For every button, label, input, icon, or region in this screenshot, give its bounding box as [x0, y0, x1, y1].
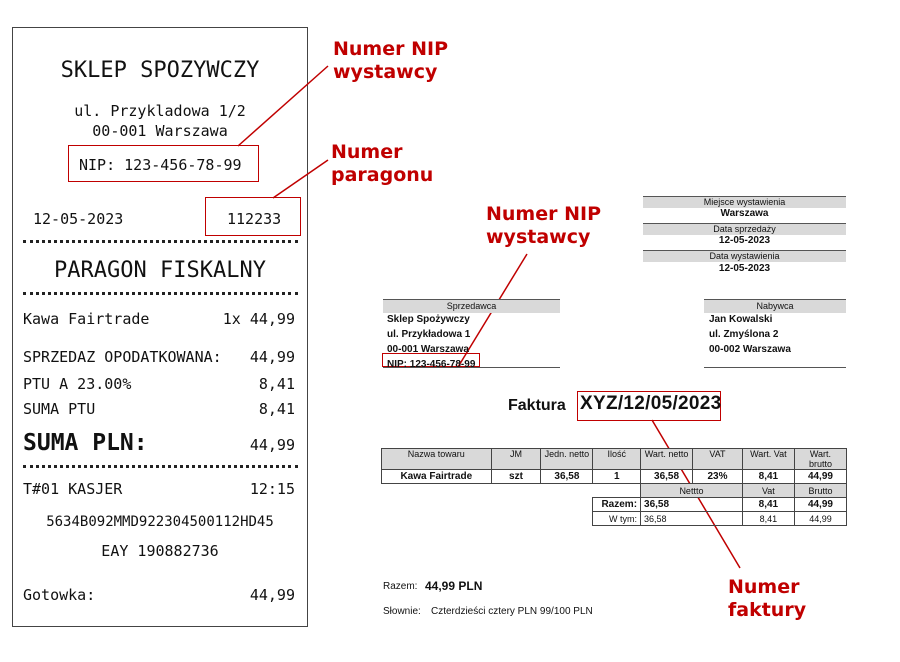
table-cell: Kawa Fairtrade [382, 470, 492, 484]
annotation-nip-receipt [333, 38, 448, 84]
receipt-time: 12:15 [249, 480, 295, 498]
seller-block [387, 312, 475, 372]
summary-total-net: 36,58 [641, 498, 743, 512]
col-header: Ilość [593, 449, 641, 470]
receipt-cashier: T#01 KASJER [23, 480, 123, 498]
receipt-nip: NIP: 123-456-78-99 [79, 156, 242, 174]
col-header: Wart. brutto [794, 449, 846, 470]
buyer-line: ul. Zmyślona 2 [709, 329, 779, 340]
sale-date-label: Data sprzedaży [643, 223, 846, 235]
annotation-text: Numer [331, 141, 403, 163]
buyer-line: Jan Kowalski [709, 314, 773, 325]
col-header: Wart. Vat [742, 449, 794, 470]
annotation-text: Numer [728, 576, 800, 598]
receipt-title: PARAGON FISKALNY [54, 258, 266, 283]
receipt-total-value: 44,99 [249, 436, 295, 454]
issue-date-label: Data wystawienia [643, 250, 846, 262]
summary-in-gross: 44,99 [794, 512, 846, 526]
items-header-row [382, 449, 847, 470]
col-header: JM [491, 449, 541, 470]
annotation-text: wystawcy [333, 61, 438, 83]
summary-header-row [382, 484, 847, 498]
receipt-item-name: Kawa Fairtrade [23, 310, 150, 328]
summary-total-vat: 8,41 [742, 498, 794, 512]
items-table [381, 448, 847, 526]
buyer-line: 00-002 Warszawa [709, 344, 791, 355]
annotation-receipt-number [331, 141, 433, 187]
sale-date-value: 12-05-2023 [718, 235, 771, 246]
receipt-address-line1: ul. Przykladowa 1/2 [74, 102, 246, 120]
receipt-number: 112233 [227, 210, 282, 228]
seller-line: Sklep Spożywczy [387, 314, 470, 325]
seller-line: 00-001 Warszawa [387, 344, 469, 355]
receipt-line-label: PTU A 23.00% [23, 375, 132, 393]
annotation-text: paragonu [331, 164, 434, 186]
receipt-item-qty-price: 1x 44,99 [222, 310, 295, 328]
buyer-label: Nabywca [704, 299, 846, 313]
total-label: Razem: [383, 581, 418, 592]
annotation-text: wystawcy [486, 226, 591, 248]
summary-in-vat: 8,41 [742, 512, 794, 526]
col-header: Wart. netto [641, 449, 693, 470]
buyer-block [709, 312, 791, 357]
summary-in-label: W tym: [593, 512, 641, 526]
col-header: Jedn. netto [541, 449, 593, 470]
receipt-date: 12-05-2023 [33, 210, 124, 228]
summary-header: Brutto [794, 484, 846, 498]
words-value: Czterdzieści cztery PLN 99/100 PLN [431, 606, 593, 617]
table-cell: 23% [693, 470, 743, 484]
summary-header: Vat [742, 484, 794, 498]
invoice-title: Faktura [508, 397, 566, 414]
invoice-number: XYZ/12/05/2023 [580, 393, 722, 414]
annotation-line [238, 66, 328, 146]
table-cell: 8,41 [742, 470, 794, 484]
col-header: VAT [693, 449, 743, 470]
place-label: Miejsce wystawienia [643, 196, 846, 208]
annotation-text: faktury [728, 599, 807, 621]
receipt-shop-name: SKLEP SPOZYWCZY [60, 58, 260, 83]
place-value: Warszawa [720, 208, 769, 219]
issue-date-value: 12-05-2023 [718, 263, 771, 274]
table-cell: 36,58 [641, 470, 693, 484]
annotation-invoice-number [728, 576, 806, 622]
table-cell: szt [491, 470, 541, 484]
receipt-address-line2: 00-001 Warszawa [92, 122, 228, 140]
receipt-line-value: 44,99 [249, 348, 295, 366]
summary-in-row [382, 512, 847, 526]
receipt-line-label: SPRZEDAZ OPODATKOWANA: [23, 348, 222, 366]
summary-in-net: 36,58 [641, 512, 743, 526]
table-cell: 44,99 [794, 470, 846, 484]
receipt-code1: 5634B092MMD922304500112HD45 [46, 514, 274, 530]
seller-bottom-border [383, 367, 560, 368]
receipt-payment-value: 44,99 [249, 586, 295, 604]
table-row [382, 470, 847, 484]
annotation-line [273, 160, 328, 198]
words-label: Słownie: [383, 606, 421, 617]
buyer-bottom-border [704, 367, 846, 368]
seller-nip: NIP: 123-456-78-99 [387, 359, 476, 370]
receipt-line-value: 8,41 [258, 375, 295, 393]
col-header: Nazwa towaru [382, 449, 492, 470]
annotation-text: Numer NIP [333, 38, 448, 60]
total-value: 44,99 PLN [425, 579, 483, 593]
receipt-line-label: SUMA PTU [23, 400, 96, 418]
annotation-text: Numer NIP [486, 203, 601, 225]
summary-header: Nettto [641, 484, 743, 498]
receipt-line-value: 8,41 [258, 400, 295, 418]
summary-total-label: Razem: [593, 498, 641, 512]
summary-total-gross: 44,99 [794, 498, 846, 512]
receipt-total-label: SUMA PLN: [23, 430, 148, 456]
annotation-nip-invoice [486, 203, 601, 249]
seller-label: Sprzedawca [383, 299, 560, 313]
table-cell: 36,58 [541, 470, 593, 484]
receipt-payment-label: Gotowka: [23, 586, 96, 604]
table-cell: 1 [593, 470, 641, 484]
summary-total-row [382, 498, 847, 512]
receipt-code2: EAY 190882736 [101, 542, 219, 560]
seller-line: ul. Przykładowa 1 [387, 329, 471, 340]
